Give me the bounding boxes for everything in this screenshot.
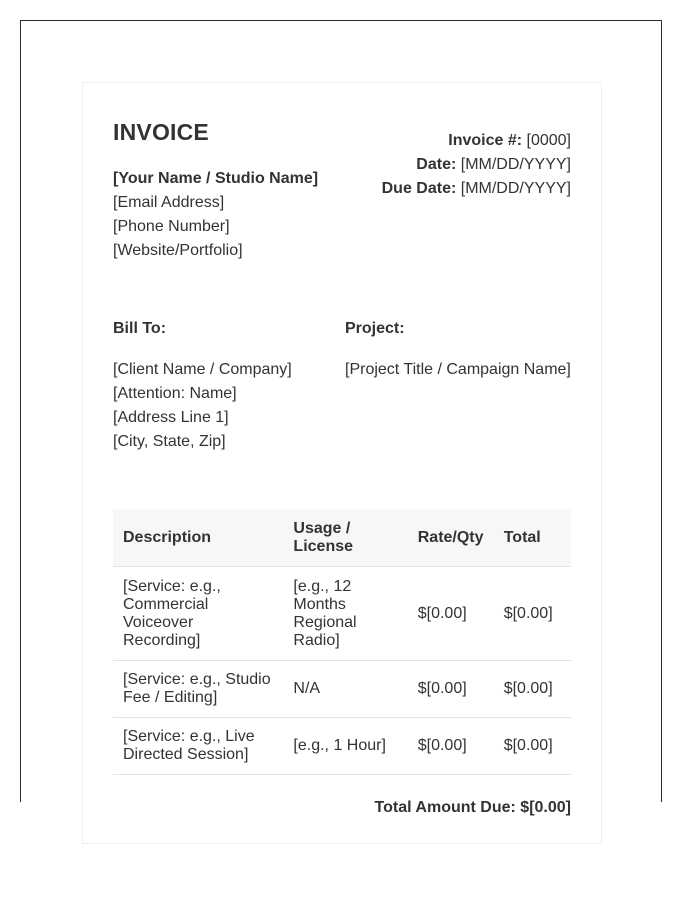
cell-description: [Service: e.g., Live Directed Session] (113, 718, 283, 775)
invoice-date-label: Date: (416, 156, 457, 173)
due-date-label: Due Date: (381, 180, 457, 197)
cell-rate: $[0.00] (408, 567, 494, 661)
sender-email: [Email Address] (113, 194, 225, 211)
invoice-meta (382, 129, 571, 201)
cell-usage: [e.g., 1 Hour] (283, 718, 407, 775)
cell-usage: N/A (283, 661, 407, 718)
table-row (113, 718, 571, 775)
invoice-number-line (382, 129, 571, 153)
table-header-row (113, 509, 571, 567)
client-attention: [Attention: Name] (113, 385, 237, 402)
due-date-line (382, 177, 571, 201)
cell-description: [Service: e.g., Commercial Voiceover Recording] (113, 567, 283, 661)
client-city: [City, State, Zip] (113, 433, 226, 450)
cell-description: [Service: e.g., Studio Fee / Editing] (113, 661, 283, 718)
header-description: Description (113, 509, 283, 567)
header-rate: Rate/Qty (408, 509, 494, 567)
sender-info (113, 167, 318, 263)
line-items-table (113, 509, 571, 775)
project-heading: Project: (345, 320, 405, 337)
cell-total: $[0.00] (494, 567, 571, 661)
invoice-date-value: [MM/DD/YYYY] (456, 156, 571, 173)
cell-total: $[0.00] (494, 661, 571, 718)
total-amount-due (375, 799, 571, 817)
cell-rate: $[0.00] (408, 718, 494, 775)
table-row (113, 567, 571, 661)
project-details (345, 358, 571, 382)
header-usage: Usage / License (283, 509, 407, 567)
table-row (113, 661, 571, 718)
cell-total: $[0.00] (494, 718, 571, 775)
cell-rate: $[0.00] (408, 661, 494, 718)
due-date-value: [MM/DD/YYYY] (456, 180, 571, 197)
client-address: [Address Line 1] (113, 409, 229, 426)
total-due-label: Total Amount Due: (374, 799, 516, 816)
sender-phone: [Phone Number] (113, 218, 230, 235)
document-frame (20, 20, 662, 816)
invoice-number-value: [0000] (522, 132, 571, 149)
total-due-value: $[0.00] (520, 799, 571, 816)
sender-website: [Website/Portfolio] (113, 242, 243, 259)
project-title: [Project Title / Campaign Name] (345, 361, 571, 378)
invoice-title: INVOICE (113, 119, 209, 145)
client-name: [Client Name / Company] (113, 361, 292, 378)
sender-name: [Your Name / Studio Name] (113, 170, 319, 187)
invoice-date-line (382, 153, 571, 177)
invoice-number-label: Invoice #: (448, 132, 523, 149)
bill-to-details (113, 358, 292, 454)
header-total: Total (494, 509, 571, 567)
invoice-sheet (82, 82, 602, 844)
cell-usage: [e.g., 12 Months Regional Radio] (283, 567, 407, 661)
bill-to-heading: Bill To: (113, 320, 167, 337)
